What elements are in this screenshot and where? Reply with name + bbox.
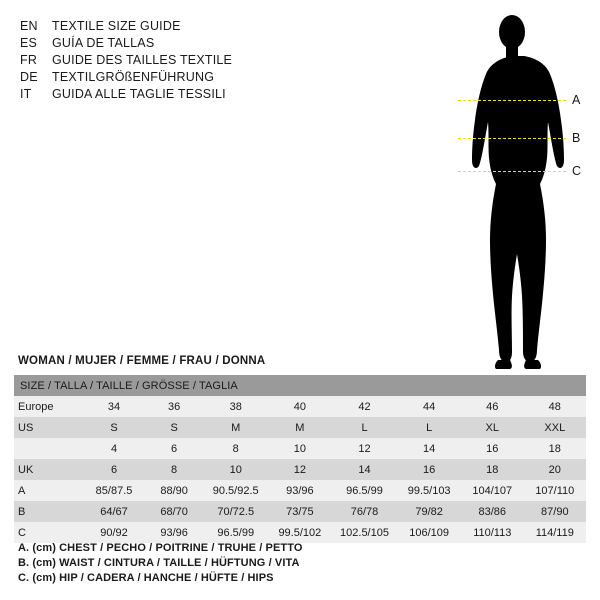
- cell: 73/75: [268, 501, 332, 522]
- cell: 90/92: [83, 522, 145, 543]
- measure-label-b: B: [572, 131, 581, 145]
- language-code: FR: [20, 53, 38, 67]
- row-label: B: [14, 501, 83, 522]
- cell: 102.5/105: [332, 522, 398, 543]
- cell: 83/86: [461, 501, 524, 522]
- cell: 14: [332, 459, 398, 480]
- cell: 76/78: [332, 501, 398, 522]
- cell: L: [332, 417, 398, 438]
- size-table: [14, 375, 586, 543]
- cell: L: [397, 417, 461, 438]
- language-row: [20, 35, 320, 52]
- measure-line-c: [458, 171, 566, 172]
- cell: 93/96: [145, 522, 204, 543]
- cell: 42: [332, 396, 398, 417]
- cell: 99.5/102: [268, 522, 332, 543]
- cell: 70/72.5: [203, 501, 268, 522]
- cell: M: [203, 417, 268, 438]
- language-row: [20, 52, 320, 69]
- legend-line-c: C. (cm) HIP / CADERA / HANCHE / HÜFTE / HIPS: [18, 572, 274, 584]
- cell: 12: [332, 438, 398, 459]
- cell: 88/90: [145, 480, 204, 501]
- cell: 104/107: [461, 480, 524, 501]
- cell: 40: [268, 396, 332, 417]
- measure-line-b: [458, 138, 566, 139]
- cell: M: [268, 417, 332, 438]
- row-label: Europe: [14, 396, 83, 417]
- language-text: GUIDA ALLE TAGLIE TESSILI: [52, 87, 226, 101]
- language-row: [20, 18, 320, 35]
- cell: 114/119: [524, 522, 586, 543]
- cell: 90.5/92.5: [203, 480, 268, 501]
- table-row: [14, 438, 586, 459]
- row-label: [14, 438, 83, 459]
- table-row: [14, 522, 586, 543]
- language-text: TEXTILE SIZE GUIDE: [52, 19, 181, 33]
- cell: S: [83, 417, 145, 438]
- language-code: IT: [20, 87, 32, 101]
- cell: 96.5/99: [203, 522, 268, 543]
- cell: 6: [83, 459, 145, 480]
- cell: 10: [203, 459, 268, 480]
- cell: 96.5/99: [332, 480, 398, 501]
- cell: XL: [461, 417, 524, 438]
- language-list: [20, 18, 320, 103]
- cell: 34: [83, 396, 145, 417]
- cell: 10: [268, 438, 332, 459]
- table-row: [14, 417, 586, 438]
- measure-label-a: A: [572, 93, 581, 107]
- language-code: DE: [20, 70, 38, 84]
- measure-label-c: C: [572, 164, 582, 178]
- language-text: GUIDE DES TAILLES TEXTILE: [52, 53, 233, 67]
- cell: S: [145, 417, 204, 438]
- table-header-row: [14, 375, 586, 396]
- row-label: A: [14, 480, 83, 501]
- language-code: ES: [20, 36, 38, 50]
- table-row: [14, 459, 586, 480]
- cell: 36: [145, 396, 204, 417]
- table-row: [14, 501, 586, 522]
- cell: 8: [203, 438, 268, 459]
- category-title: WOMAN / MUJER / FEMME / FRAU / DONNA: [18, 355, 266, 367]
- cell: 44: [397, 396, 461, 417]
- measurement-legend: [18, 541, 303, 586]
- cell: 20: [524, 459, 586, 480]
- language-code: EN: [20, 19, 38, 33]
- cell: 68/70: [145, 501, 204, 522]
- cell: 79/82: [397, 501, 461, 522]
- language-row: [20, 69, 320, 86]
- cell: 4: [83, 438, 145, 459]
- table-row: [14, 396, 586, 417]
- body-figure: [420, 8, 590, 378]
- cell: XXL: [524, 417, 586, 438]
- cell: 110/113: [461, 522, 524, 543]
- cell: 106/109: [397, 522, 461, 543]
- cell: 46: [461, 396, 524, 417]
- cell: 16: [397, 459, 461, 480]
- table-row: [14, 480, 586, 501]
- cell: 85/87.5: [83, 480, 145, 501]
- cell: 93/96: [268, 480, 332, 501]
- row-label: UK: [14, 459, 83, 480]
- cell: 18: [524, 438, 586, 459]
- cell: 18: [461, 459, 524, 480]
- cell: 6: [145, 438, 204, 459]
- cell: 14: [397, 438, 461, 459]
- table-header-label: SIZE / TALLA / TAILLE / GRÖSSE / TAGLIA: [14, 375, 586, 396]
- language-text: GUÍA DE TALLAS: [52, 36, 155, 50]
- measure-line-a: [458, 100, 566, 101]
- cell: 48: [524, 396, 586, 417]
- legend-line-b: B. (cm) WAIST / CINTURA / TAILLE / HÜFTUNG / VITA: [18, 557, 300, 569]
- cell: 107/110: [524, 480, 586, 501]
- legend-line-a: A. (cm) CHEST / PECHO / POITRINE / TRUHE / PETTO: [18, 542, 303, 554]
- cell: 16: [461, 438, 524, 459]
- row-label: US: [14, 417, 83, 438]
- woman-silhouette-icon: [420, 8, 590, 378]
- row-label: C: [14, 522, 83, 543]
- cell: 38: [203, 396, 268, 417]
- language-text: TEXTILGRÖßENFÜHRUNG: [52, 70, 215, 84]
- cell: 87/90: [524, 501, 586, 522]
- cell: 8: [145, 459, 204, 480]
- cell: 64/67: [83, 501, 145, 522]
- language-row: [20, 86, 320, 103]
- cell: 99.5/103: [397, 480, 461, 501]
- cell: 12: [268, 459, 332, 480]
